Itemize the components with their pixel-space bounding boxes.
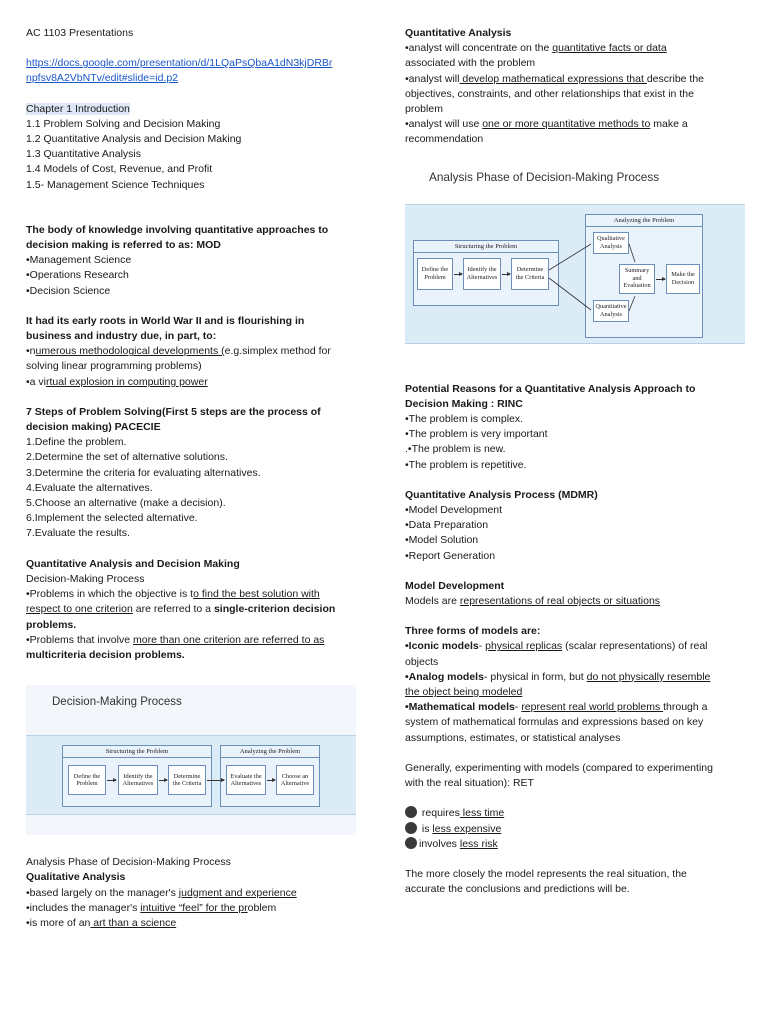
qadm-title: Quantitative Analysis and Decision Making	[26, 557, 240, 570]
arrow	[159, 780, 167, 781]
qualitative-item-2	[26, 901, 371, 916]
text: •is more of an	[26, 916, 91, 929]
text: •Iconic models	[405, 640, 479, 653]
ret-item-risk	[405, 837, 745, 852]
rinc-item: .•The problem is new.	[405, 443, 506, 456]
text: •n	[26, 345, 36, 358]
qualitative-item-3	[26, 916, 371, 931]
text: do not physically resemble	[586, 670, 711, 683]
rinc-title-line2: Decision Making : RINC	[405, 397, 523, 410]
rinc-title-line1: Potential Reasons for a Quantitative Analysis Approach to	[405, 382, 696, 395]
model-development-title: Model Development	[405, 579, 505, 592]
text: more than one criterion are referred to as	[132, 633, 325, 646]
iconic-models	[405, 639, 745, 654]
generally-line2: with the real situation): RET	[405, 777, 534, 790]
mathematical-models	[405, 700, 745, 715]
mdmr-item: •Data Preparation	[405, 519, 489, 532]
text: quantitative facts or data	[552, 42, 667, 55]
text: develop mathematical expressions that	[459, 72, 647, 85]
group-structuring-label: Structuring the Problem	[414, 241, 558, 253]
box-quantitative-analysis: Quantitative Analysis	[593, 300, 629, 322]
text: art than a science	[90, 916, 177, 929]
text: representations of real objects or situations	[459, 595, 661, 608]
text: oblem	[247, 901, 277, 914]
body-item: •Management Science	[26, 254, 132, 267]
presentation-link[interactable]	[26, 56, 371, 86]
box-choose-alternative: Choose an Alternative	[276, 765, 314, 795]
text: respect to one criterion	[26, 603, 133, 616]
text: make a	[650, 118, 688, 131]
text: are referred to a	[132, 603, 214, 616]
text: single-criterion decision	[213, 603, 336, 616]
step-item: 4.Evaluate the alternatives.	[26, 481, 153, 494]
diagram-connectors	[405, 166, 745, 366]
body-question-line2: decision making is referred to as: MOD	[26, 239, 221, 252]
roots-line1: It had its early roots in World War II and is flourishing in	[26, 314, 305, 327]
mdmr-item: •Model Solution	[405, 534, 479, 547]
mathematical-models-cont: assumptions, estimates, or statistical analyses	[405, 731, 621, 744]
qualitative-title: Qualitative Analysis	[26, 871, 126, 884]
diagram-title: Analysis Phase of Decision-Making Process	[429, 169, 660, 184]
text: involves	[419, 837, 460, 850]
text: •Problems in which the objective is t	[26, 588, 194, 601]
text: -	[514, 701, 522, 714]
forms-title: Three forms of models are:	[405, 625, 541, 638]
qualitative-item-1	[26, 886, 371, 901]
qa-item-3-cont: recommendation	[405, 133, 484, 146]
mdmr-item: •Report Generation	[405, 549, 496, 562]
qa-item-3	[405, 117, 745, 132]
mathematical-models-cont: system of mathematical formulas and expressions based on key	[405, 716, 704, 729]
steps-title-line1: 7 Steps of Problem Solving(First 5 steps are the process of	[26, 405, 321, 418]
text: less expensive	[432, 822, 502, 835]
text: judgment and experience	[178, 886, 297, 899]
qa-item-2	[405, 72, 745, 87]
presentation-link-line2[interactable]: npfsv8A2VbNTv/edit#slide=id.p2	[26, 72, 179, 85]
rinc-item: •The problem is very important	[405, 428, 548, 441]
roots-bullet-1-cont: solving linear programming problems)	[26, 360, 202, 373]
rinc-item: •The problem is repetitive.	[405, 458, 527, 471]
qa-item-1-cont: associated with the problem	[405, 57, 536, 70]
text: •includes the manager's	[26, 901, 141, 914]
iconic-models-cont: objects	[405, 655, 439, 668]
text: - physical in form, but	[483, 670, 587, 683]
closing-line2: accurate the conclusions and predictions will be.	[405, 883, 630, 896]
closing-line1: The more closely the model represents the real situation, the	[405, 867, 687, 880]
box-identify-alternatives: Identify the Alternatives	[463, 258, 501, 290]
presentation-link-line1[interactable]: https://docs.google.com/presentation/d/1LQaPsQbaA1dN3kjDRBr	[26, 57, 333, 70]
analysis-phase-diagram	[405, 166, 745, 366]
roots-line2: business and industry due, in part, to:	[26, 330, 217, 343]
quantitative-title: Quantitative Analysis	[405, 27, 512, 39]
step-item: 3.Determine the criteria for evaluating alternatives.	[26, 466, 261, 479]
ret-item-expense	[405, 822, 745, 837]
analog-models-cont: the object being modeled	[405, 686, 523, 699]
text: e.g.simplex method for	[224, 345, 331, 358]
qa-item-2-cont: problem	[405, 103, 443, 116]
ret-item-time	[405, 806, 745, 821]
problem-single-line1	[26, 587, 371, 602]
text: -	[478, 640, 486, 653]
arrow	[107, 780, 116, 781]
group-analyzing-label: Analyzing the Problem	[221, 746, 319, 758]
bullet-dot-icon	[405, 806, 417, 818]
problem-single-line2	[26, 602, 371, 617]
problem-multi-line1	[26, 633, 371, 648]
text: describe the	[646, 72, 705, 85]
box-define-problem: Define the Problem	[68, 765, 106, 795]
text: rtual explosion in computing power	[46, 375, 208, 388]
problem-single-line3: problems.	[26, 618, 77, 631]
group-structuring-label: Structuring the Problem	[63, 746, 211, 758]
box-define-problem: Define the Problem	[417, 258, 453, 290]
text: •analyst will use	[405, 118, 483, 131]
text: •a vi	[26, 375, 47, 388]
diagram-title: Decision-Making Process	[52, 696, 182, 709]
mdmr-item: •Model Development	[405, 504, 503, 517]
body-question-line1: The body of knowledge involving quantitative approaches to	[26, 223, 329, 236]
mdmr-title: Quantitative Analysis Process (MDMR)	[405, 488, 598, 501]
left-column	[26, 26, 371, 931]
toc-item: 1.2 Quantitative Analysis and Decision Making	[26, 133, 242, 146]
step-item: 2.Determine the set of alternative solutions.	[26, 451, 228, 464]
box-evaluate-alternatives: Evaluate the Alternatives	[226, 765, 266, 795]
box-determine-criteria: Determine the Criteria	[168, 765, 206, 795]
group-analyzing-label: Analyzing the Problem	[586, 215, 702, 227]
text: •analyst will	[405, 72, 460, 85]
text: intuitive “feel” for the pr	[140, 901, 248, 914]
text: through a	[663, 701, 708, 714]
qa-item-1	[405, 41, 745, 56]
box-make-decision: Make the Decision	[666, 264, 700, 294]
text: less time	[459, 807, 505, 820]
toc-item: 1.4 Models of Cost, Revenue, and Profit	[26, 163, 213, 176]
text: (scalar representations) of real	[562, 640, 708, 653]
text: •Mathematical models	[405, 701, 515, 714]
step-item: 1.Define the problem.	[26, 436, 127, 449]
toc-item: 1.3 Quantitative Analysis	[26, 148, 141, 161]
text: •analyst will concentrate on the	[405, 42, 553, 55]
bullet-dot-icon	[405, 822, 417, 834]
text: one or more quantitative methods to	[482, 118, 651, 131]
arrow	[207, 780, 224, 781]
arrow	[267, 780, 275, 781]
body-item: •Decision Science	[26, 284, 111, 297]
text: o find the best solution with	[193, 588, 320, 601]
step-item: 7.Evaluate the results.	[26, 527, 130, 540]
roots-bullet-1	[26, 344, 371, 359]
text: represent real world problems	[521, 701, 664, 714]
box-identify-alternatives: Identify the Alternatives	[118, 765, 158, 795]
qadm-subtitle: Decision-Making Process	[26, 572, 145, 585]
rinc-item: •The problem is complex.	[405, 413, 524, 426]
text: umerous methodological developments (	[35, 345, 225, 358]
bullet-dot-icon	[405, 837, 417, 849]
steps-title-line2: decision making) PACECIE	[26, 421, 161, 434]
right-column	[405, 26, 745, 897]
toc-item: 1.1 Problem Solving and Decision Making	[26, 117, 221, 130]
model-development-text	[405, 594, 745, 609]
analysis-phase-caption: Analysis Phase of Decision-Making Process	[26, 856, 231, 869]
text: •Analog models	[405, 670, 484, 683]
box-qualitative-analysis: Qualitative Analysis	[593, 232, 629, 254]
box-determine-criteria: Determine the Criteria	[511, 258, 549, 290]
body-item: •Operations Research	[26, 269, 129, 282]
analog-models	[405, 670, 745, 685]
decision-making-process-diagram	[26, 685, 356, 835]
text: physical replicas	[485, 640, 563, 653]
text: is	[419, 822, 433, 835]
text: requires	[419, 807, 460, 820]
problem-multi-line2: multicriteria decision problems.	[26, 648, 185, 661]
step-item: 5.Choose an alternative (make a decision).	[26, 497, 226, 510]
chapter-title: Chapter 1 Introduction	[26, 102, 130, 115]
text: •based largely on the manager's	[26, 886, 179, 899]
qa-item-2-cont: objectives, constraints, and other relationships that exist in the	[405, 87, 694, 100]
course-title: AC 1103 Presentations	[26, 27, 134, 39]
text: •Problems that involve	[26, 633, 133, 646]
roots-bullet-2	[26, 375, 371, 390]
text: less risk	[459, 837, 498, 850]
box-summary-evaluation: Summary and Evaluation	[619, 264, 655, 294]
step-item: 6.Implement the selected alternative.	[26, 512, 198, 525]
text: Models are	[405, 595, 460, 608]
generally-line1: Generally, experimenting with models (compared to experimenting	[405, 761, 713, 774]
toc-item: 1.5- Management Science Techniques	[26, 178, 205, 191]
